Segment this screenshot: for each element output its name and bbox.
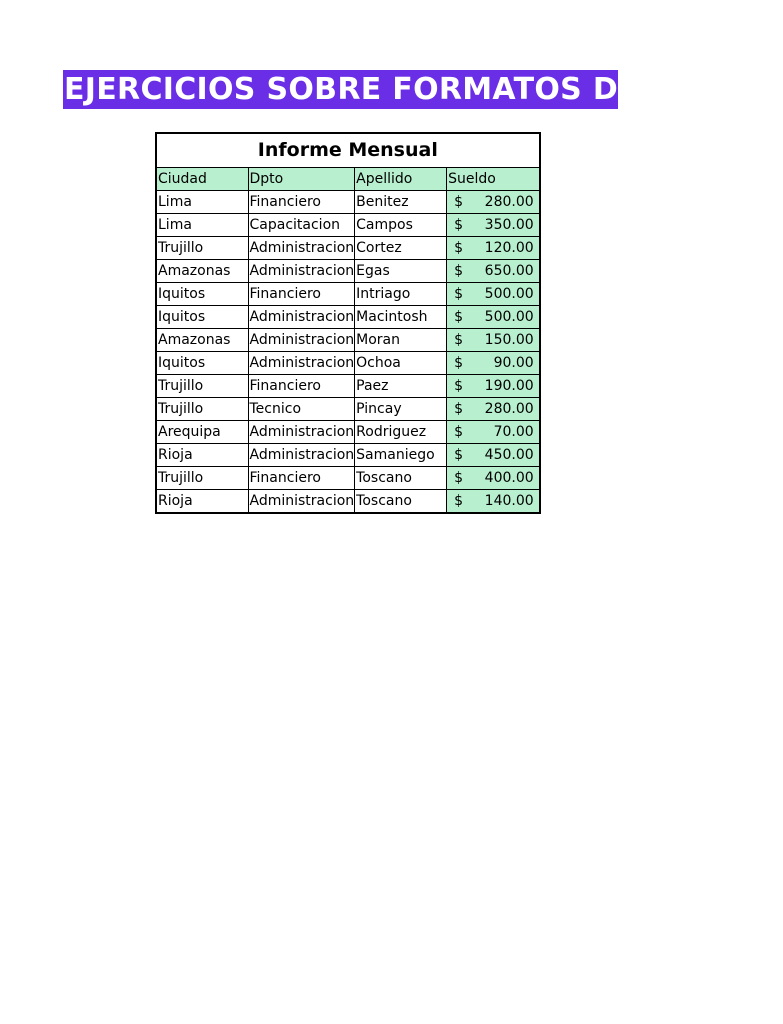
- table-row: [156, 490, 540, 514]
- sueldo-amount: 150.00: [484, 332, 534, 348]
- cell-ciudad[interactable]: Rioja: [156, 490, 248, 514]
- currency-symbol: $: [454, 447, 464, 463]
- cell-apellido[interactable]: Rodriguez: [355, 421, 447, 444]
- currency-symbol: $: [454, 332, 464, 348]
- cell-dpto[interactable]: Capacitacion: [248, 214, 355, 237]
- cell-dpto[interactable]: Administracion: [248, 352, 355, 375]
- cell-apellido[interactable]: Egas: [355, 260, 447, 283]
- sueldo-amount: 450.00: [484, 447, 534, 463]
- cell-dpto[interactable]: Financiero: [248, 375, 355, 398]
- cell-sueldo[interactable]: [447, 191, 540, 214]
- cell-apellido[interactable]: Paez: [355, 375, 447, 398]
- report-title-row: [156, 133, 540, 168]
- table-row: [156, 260, 540, 283]
- cell-ciudad[interactable]: Trujillo: [156, 467, 248, 490]
- cell-apellido[interactable]: Cortez: [355, 237, 447, 260]
- currency-symbol: $: [454, 401, 464, 417]
- table-row: [156, 444, 540, 467]
- table-row: [156, 214, 540, 237]
- header-row: [156, 168, 540, 191]
- sueldo-amount: 400.00: [484, 470, 534, 486]
- currency-symbol: $: [454, 240, 464, 256]
- cell-sueldo[interactable]: [447, 283, 540, 306]
- currency-symbol: $: [454, 355, 464, 371]
- sueldo-amount: 350.00: [484, 217, 534, 233]
- currency-symbol: $: [454, 263, 464, 279]
- banner-title: EJERCICIOS SOBRE FORMATOS DE CELDAS: [64, 72, 783, 107]
- cell-apellido[interactable]: Moran: [355, 329, 447, 352]
- currency-symbol: $: [454, 493, 464, 509]
- sueldo-amount: 90.00: [493, 355, 534, 371]
- header-sueldo[interactable]: Sueldo: [447, 168, 540, 191]
- cell-sueldo[interactable]: [447, 490, 540, 514]
- cell-sueldo[interactable]: [447, 444, 540, 467]
- cell-apellido[interactable]: Toscano: [355, 490, 447, 514]
- table-row: [156, 421, 540, 444]
- cell-ciudad[interactable]: Amazonas: [156, 260, 248, 283]
- cell-dpto[interactable]: Tecnico: [248, 398, 355, 421]
- cell-ciudad[interactable]: Lima: [156, 191, 248, 214]
- cell-sueldo[interactable]: [447, 260, 540, 283]
- header-dpto[interactable]: Dpto: [248, 168, 355, 191]
- cell-sueldo[interactable]: [447, 398, 540, 421]
- cell-apellido[interactable]: Intriago: [355, 283, 447, 306]
- cell-sueldo[interactable]: [447, 214, 540, 237]
- cell-sueldo[interactable]: [447, 375, 540, 398]
- cell-ciudad[interactable]: Iquitos: [156, 283, 248, 306]
- cell-ciudad[interactable]: Amazonas: [156, 329, 248, 352]
- table-row: [156, 306, 540, 329]
- cell-sueldo[interactable]: [447, 306, 540, 329]
- sueldo-amount: 190.00: [484, 378, 534, 394]
- table-row: [156, 352, 540, 375]
- cell-ciudad[interactable]: Trujillo: [156, 398, 248, 421]
- sueldo-amount: 140.00: [484, 493, 534, 509]
- sueldo-amount: 650.00: [484, 263, 534, 279]
- cell-ciudad[interactable]: Iquitos: [156, 352, 248, 375]
- cell-sueldo[interactable]: [447, 237, 540, 260]
- cell-sueldo[interactable]: [447, 421, 540, 444]
- cell-apellido[interactable]: Benitez: [355, 191, 447, 214]
- cell-dpto[interactable]: Administracion: [248, 444, 355, 467]
- currency-symbol: $: [454, 217, 464, 233]
- table-row: [156, 467, 540, 490]
- cell-dpto[interactable]: Administracion: [248, 260, 355, 283]
- currency-symbol: $: [454, 470, 464, 486]
- cell-apellido[interactable]: Ochoa: [355, 352, 447, 375]
- table-row: [156, 237, 540, 260]
- currency-symbol: $: [454, 286, 464, 302]
- cell-dpto[interactable]: Financiero: [248, 283, 355, 306]
- currency-symbol: $: [454, 194, 464, 210]
- sueldo-amount: 120.00: [484, 240, 534, 256]
- monthly-report-table: [155, 132, 541, 514]
- cell-dpto[interactable]: Financiero: [248, 467, 355, 490]
- currency-symbol: $: [454, 309, 464, 325]
- currency-symbol: $: [454, 378, 464, 394]
- report-title[interactable]: Informe Mensual: [156, 133, 540, 168]
- currency-symbol: $: [454, 424, 464, 440]
- table-row: [156, 398, 540, 421]
- cell-dpto[interactable]: Administracion: [248, 421, 355, 444]
- cell-sueldo[interactable]: [447, 467, 540, 490]
- cell-dpto[interactable]: Administracion: [248, 490, 355, 514]
- cell-ciudad[interactable]: Rioja: [156, 444, 248, 467]
- sueldo-amount: 500.00: [484, 309, 534, 325]
- cell-apellido[interactable]: Samaniego: [355, 444, 447, 467]
- cell-apellido[interactable]: Macintosh: [355, 306, 447, 329]
- sueldo-amount: 280.00: [484, 194, 534, 210]
- cell-ciudad[interactable]: Lima: [156, 214, 248, 237]
- sueldo-amount: 70.00: [493, 424, 534, 440]
- table-row: [156, 329, 540, 352]
- cell-apellido[interactable]: Pincay: [355, 398, 447, 421]
- sueldo-amount: 280.00: [484, 401, 534, 417]
- cell-ciudad[interactable]: Trujillo: [156, 237, 248, 260]
- sueldo-amount: 500.00: [484, 286, 534, 302]
- cell-sueldo[interactable]: [447, 352, 540, 375]
- cell-dpto[interactable]: Administracion: [248, 329, 355, 352]
- cell-apellido[interactable]: Toscano: [355, 467, 447, 490]
- cell-dpto[interactable]: Administracion: [248, 237, 355, 260]
- cell-dpto[interactable]: Financiero: [248, 191, 355, 214]
- cell-apellido[interactable]: Campos: [355, 214, 447, 237]
- header-apellido[interactable]: Apellido: [355, 168, 447, 191]
- cell-dpto[interactable]: Administracion: [248, 306, 355, 329]
- cell-ciudad[interactable]: Trujillo: [156, 375, 248, 398]
- table-row: [156, 375, 540, 398]
- table-row: [156, 283, 540, 306]
- header-ciudad[interactable]: Ciudad: [156, 168, 248, 191]
- cell-ciudad[interactable]: Arequipa: [156, 421, 248, 444]
- table-row: [156, 191, 540, 214]
- sheet-banner: [63, 70, 783, 109]
- cell-sueldo[interactable]: [447, 329, 540, 352]
- cell-ciudad[interactable]: Iquitos: [156, 306, 248, 329]
